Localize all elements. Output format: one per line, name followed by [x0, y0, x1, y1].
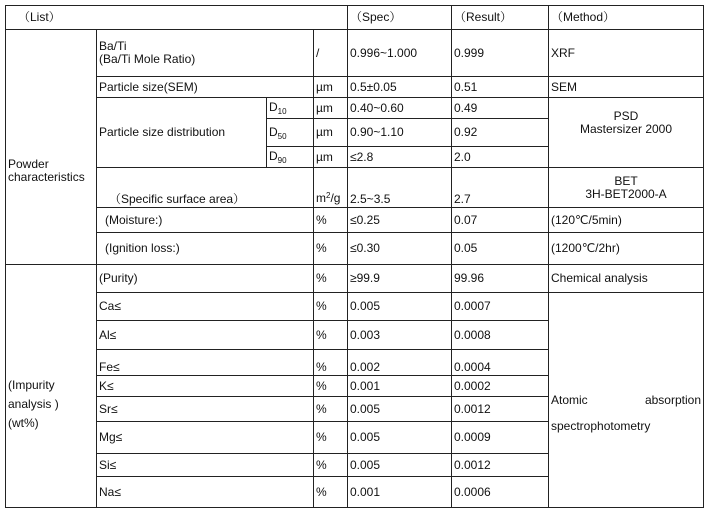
bati-name [97, 30, 314, 77]
al-name: Al≤ [97, 321, 314, 350]
na-name: Na≤ [97, 477, 314, 508]
atomic-method-line1 [551, 394, 701, 407]
d50-unit: µm [314, 119, 348, 147]
row-ca [6, 293, 704, 321]
bati-unit: / [314, 30, 348, 77]
psem-name: Particle size(SEM) [97, 77, 314, 98]
d50-label [267, 119, 314, 147]
fe-unit: % [314, 350, 348, 376]
moisture-unit: % [314, 208, 348, 233]
impurity-line3: (wt%) [8, 415, 39, 430]
fe-spec: 0.002 [348, 350, 452, 376]
moisture-method: (120℃/5min) [549, 208, 704, 233]
d90-letter: D [269, 149, 278, 163]
fe-name: Fe≤ [97, 350, 314, 376]
bati-method: XRF [549, 30, 704, 77]
row-purity [6, 265, 704, 293]
si-name: Si≤ [97, 454, 314, 477]
mg-result: 0.0009 [452, 422, 549, 454]
row-d10 [6, 98, 704, 119]
ssa-unit [314, 168, 348, 208]
psem-unit: µm [314, 77, 348, 98]
atomic-method [549, 293, 704, 508]
purity-method: Chemical analysis [549, 265, 704, 293]
purity-unit: % [314, 265, 348, 293]
psd-method [549, 98, 704, 168]
ssa-spec: 2.5~3.5 [348, 168, 452, 208]
moisture-name: (Moisture:) [97, 208, 314, 233]
ca-result: 0.0007 [452, 293, 549, 321]
bati-name-line2: (Ba/Ti Mole Ratio) [99, 52, 196, 66]
k-result: 0.0002 [452, 376, 549, 397]
header-spec: （Spec） [348, 6, 452, 30]
impurity-line1: (Impurity [8, 377, 55, 392]
bati-spec: 0.996~1.000 [348, 30, 452, 77]
na-spec: 0.001 [348, 477, 452, 508]
spec-table [5, 5, 704, 508]
d90-label [267, 147, 314, 168]
ssa-method [549, 168, 704, 208]
ssa-unit-base: m [316, 191, 326, 205]
psd-name: Particle size distribution [97, 98, 267, 168]
k-name: K≤ [97, 376, 314, 397]
row-ignition [6, 233, 704, 265]
moisture-result: 0.07 [452, 208, 549, 233]
ignition-spec: ≤0.30 [348, 233, 452, 265]
absorption-word: absorption [644, 392, 701, 407]
ignition-name: (Ignition loss:) [97, 233, 314, 265]
powder-group-label: Powder characteristics [6, 30, 97, 265]
si-unit: % [314, 454, 348, 477]
d10-result: 0.49 [452, 98, 549, 119]
d50-letter: D [269, 124, 278, 139]
sr-name: Sr≤ [97, 397, 314, 422]
bati-result: 0.999 [452, 30, 549, 77]
mg-name: Mg≤ [97, 422, 314, 454]
ignition-unit: % [314, 233, 348, 265]
ca-spec: 0.005 [348, 293, 452, 321]
d90-spec: ≤2.8 [348, 147, 452, 168]
al-result: 0.0008 [452, 321, 549, 350]
purity-result: 99.96 [452, 265, 549, 293]
row-moisture [6, 208, 704, 233]
ssa-result: 2.7 [452, 168, 549, 208]
ignition-method: (1200℃/2hr) [549, 233, 704, 265]
sr-unit: % [314, 397, 348, 422]
header-row [6, 6, 704, 30]
k-spec: 0.001 [348, 376, 452, 397]
row-particle-sem [6, 77, 704, 98]
atomic-word: Atomic [551, 392, 588, 407]
d10-sub: 10 [277, 107, 287, 116]
row-ba-ti [6, 30, 704, 77]
k-unit: % [314, 376, 348, 397]
sr-result: 0.0012 [452, 397, 549, 422]
d50-spec: 0.90~1.10 [348, 119, 452, 147]
ssa-unit-sup: 2 [326, 191, 331, 200]
impurity-line2: analysis ) [8, 396, 59, 411]
psem-spec: 0.5±0.05 [348, 77, 452, 98]
purity-spec: ≥99.9 [348, 265, 452, 293]
psd-method-line1: PSD [613, 109, 639, 123]
moisture-spec: ≤0.25 [348, 208, 452, 233]
ssa-method-line2: 3H-BET2000-A [585, 186, 667, 201]
d10-label [267, 98, 314, 119]
mg-spec: 0.005 [348, 422, 452, 454]
d10-unit: µm [314, 98, 348, 119]
ssa-name: （Specific surface area） [97, 168, 314, 208]
d10-spec: 0.40~0.60 [348, 98, 452, 119]
al-unit: % [314, 321, 348, 350]
ca-unit: % [314, 293, 348, 321]
d90-unit: µm [314, 147, 348, 168]
fe-result: 0.0004 [452, 350, 549, 376]
atomic-method-line2: spectrophotometry [551, 418, 651, 433]
d10-letter: D [269, 100, 278, 114]
psem-method: SEM [549, 77, 704, 98]
d50-sub: 50 [277, 131, 287, 141]
psem-result: 0.51 [452, 77, 549, 98]
ignition-result: 0.05 [452, 233, 549, 265]
impurity-group-label [6, 265, 97, 508]
d90-result: 2.0 [452, 147, 549, 168]
ca-name: Ca≤ [97, 293, 314, 321]
na-result: 0.0006 [452, 477, 549, 508]
al-spec: 0.003 [348, 321, 452, 350]
d90-sub: 90 [277, 156, 287, 165]
na-unit: % [314, 477, 348, 508]
si-result: 0.0012 [452, 454, 549, 477]
header-result: （Result） [452, 6, 549, 30]
psd-method-line2: Mastersizer 2000 [579, 122, 673, 136]
header-method: （Method） [549, 6, 704, 30]
bati-name-line1: Ba/Ti [99, 39, 127, 53]
header-list: （List） [6, 6, 348, 30]
sr-spec: 0.005 [348, 397, 452, 422]
purity-name: (Purity) [97, 265, 314, 293]
mg-unit: % [314, 422, 348, 454]
row-ssa [6, 168, 704, 208]
ssa-method-line1: BET [614, 173, 638, 188]
si-spec: 0.005 [348, 454, 452, 477]
ssa-unit-tail: /g [330, 191, 341, 205]
d50-result: 0.92 [452, 119, 549, 147]
